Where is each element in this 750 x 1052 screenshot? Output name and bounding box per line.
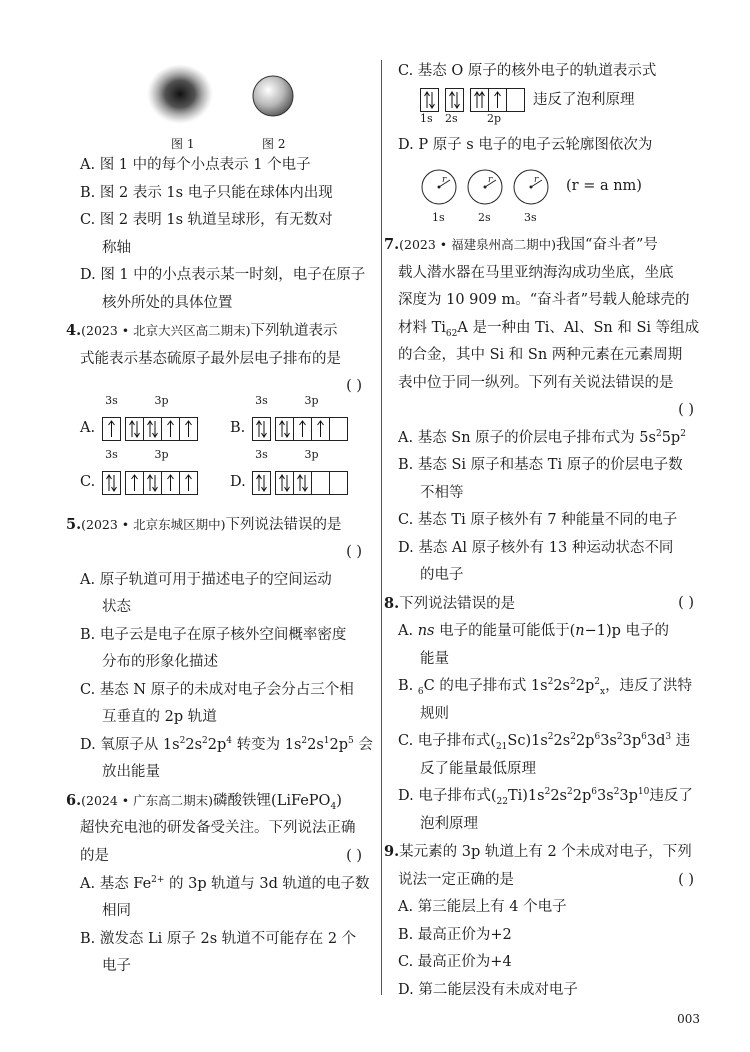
q4-answer-paren: ( ) [346,378,362,394]
q7-option-b: B. 基态 Si 原子和基态 Ti 原子的价层电子数 [398,457,683,473]
radius-condition: (r = a nm) [566,178,642,195]
q5-number: 5. [66,515,82,533]
column-divider [381,60,382,995]
q7-number: 7. [384,236,400,253]
q4-diagrams [80,393,368,511]
text: 会 [353,736,373,753]
q4-option-c[interactable] [80,447,230,507]
sup: 2 [566,787,573,798]
q4-stem-2: 式能表示基态硫原子最外层电子排布的是 [80,350,341,367]
label-3p: 3p [304,447,319,461]
q3-option-d-cont: 核外所处的具体位置 [102,294,233,311]
q8-option-a [398,618,700,646]
q6-option-a-cont: 相同 [102,903,131,919]
sup: 2 [547,732,554,743]
q7-option-c: C. 基态 Ti 原子核外有 7 种能量不同的电子 [398,512,678,528]
q6-option-b: B. 激发态 Li 原子 2s 轨道不可能存在 2 个 [80,930,357,947]
q9-stem-1: 某元素的 3p 轨道上有 2 个未成对电子，下列 [399,844,692,860]
q8-number: 8. [384,594,400,612]
q8-option-d [398,783,700,811]
orbital-box [253,418,270,440]
q6-option-c-diagram [398,88,700,126]
q9-option-c: C. 最高正价为+4 [398,954,512,970]
q8-option-b-cont: 规则 [420,705,449,722]
label-2p: 2p [487,111,502,125]
q5-option-d [80,732,373,760]
q9-option-a: A. 第三能层上有 4 个电子 [398,899,567,915]
orbital-box [162,418,180,440]
q6-stem-3: 的是 [80,847,109,864]
sup: 10 [637,787,650,798]
text: 3s [596,788,614,804]
text: 5p [661,429,681,446]
cloud-circle-2s [466,168,504,206]
sup: 2 [613,787,620,798]
q7-options [398,425,700,590]
text: C. 电子排布式( [398,733,496,749]
q7-stem-2: 载人潜水器在马里亚纳海沟成功坐底，坐底 [398,264,674,281]
q6-source: (2024 • 广东高二期末) [81,792,214,808]
orbital-box [162,472,180,494]
q6-option-a [80,871,368,899]
label-1s: 1s [432,211,445,224]
q8-answer-paren: ( ) [678,594,694,611]
label-3s: 3s [255,447,268,461]
text: 的 3p 轨道与 3d 轨道的电子数 [164,875,370,892]
q8-option-c-cont: 反了能量最低原理 [420,760,536,777]
sup: 6 [594,732,601,743]
sup: 2+ [151,874,165,885]
q3-option-b: B. 图 2 表示 1s 电子只能在球体内出现 [80,184,333,201]
figures-row [80,58,368,158]
q5-stem: 下列说法错误的是 [225,516,342,533]
q6-options-left [80,871,368,981]
q5-option-b-cont: 分布的形象化描述 [102,654,218,670]
q7-stem-1: 我国“奋斗者”号 [556,237,658,253]
text: n [575,623,585,639]
q8-option-d-cont: 泡利原理 [420,815,478,832]
sub: 6 [417,686,424,697]
q8-options [398,618,700,838]
text: B. [398,678,418,694]
orbital-box [144,472,162,494]
radius-label: r [534,175,539,185]
q5-option-a-cont: 状态 [102,599,131,615]
q4-source: (2023 • 北京大兴区高二期末) [81,323,251,338]
orbital-box [294,418,312,440]
q4-opt-a-label: A. [80,419,96,436]
orbital-box [126,472,144,494]
label-3p: 3p [154,393,169,407]
text: A 是一种由 Ti、Al、Sn 和 Si 等组成 [457,319,700,336]
text: Sc)1s [507,733,548,749]
sub: x [599,686,606,697]
sub: 22 [496,796,508,807]
orbital-box [312,472,330,494]
text: 材料 Ti [398,319,446,336]
q5-source: (2023 • 北京东城区期中) [81,516,226,532]
label-3s: 3s [255,393,268,407]
q9-stem-2: 说法一定正确的是 [398,871,514,888]
orbital-box [276,472,294,494]
q9-number: 9. [384,843,400,860]
q7-stem-4 [384,315,700,343]
q7-answer-paren: ( ) [678,402,694,418]
text: 2p [572,788,592,804]
q6-stem-2: 超快充电池的研发备受关注。下列说法正确 [80,820,356,836]
q5-option-b: B. 电子云是电子在原子核外空间概率密度 [80,626,347,643]
q6-answer-paren: ( ) [346,848,362,864]
page-number: 003 [677,1012,700,1026]
text: 2p [207,736,227,753]
text: 3s [600,733,617,749]
text: 违 [671,733,691,749]
text: A. 基态 Fe [80,875,152,892]
text: 电子的能量可能低于( [434,623,576,639]
question-9 [384,838,700,894]
text: Ti)1s [507,788,545,804]
question-8 [384,590,700,619]
q7-option-a [398,425,700,453]
q7-option-d-cont: 的电子 [420,567,464,583]
q7-stem-6: 表中位于同一纵列。下列有关说法错误的是 [398,374,674,391]
sup: 1 [323,735,330,746]
sup: 6 [641,732,647,743]
orbital-box [276,418,294,440]
orbital-box [330,472,347,494]
q4-number: 4. [66,322,82,339]
text: ，违反了洪特 [605,678,693,694]
q6-option-c-note: 违反了泡利原理 [533,91,635,108]
sup: 6 [591,787,597,798]
text: A. 基态 Sn 原子的价层电子排布式为 5s [398,429,656,446]
text: 2p [329,736,349,753]
q4-option-d[interactable] [230,447,352,507]
q3-options [80,152,368,317]
q3-option-c-cont: 称轴 [102,239,131,256]
orbital-box [103,472,120,494]
text: −1)p 电子的 [584,623,670,639]
text: D. 电子排布式( [398,788,497,804]
orbital-box [253,472,270,494]
question-5 [66,511,368,567]
q3-option-c: C. 图 2 表明 1s 轨道呈球形，有无数对 [80,212,333,228]
q4-option-b[interactable] [230,393,352,453]
text: C 的电子排布式 1s [423,678,548,694]
fig1-caption: 图 1 [171,137,195,151]
sup: 5 [348,735,354,746]
radius-label: r [488,175,493,185]
cloud-circle-3s [512,168,550,206]
sub: 21 [495,741,508,752]
text: 转变为 1s [232,736,302,753]
label-3s: 3s [105,447,118,461]
sup: 2 [544,787,551,798]
q9-options [398,894,700,1004]
sup: 2 [202,735,208,746]
electron-cloud-image [147,64,213,124]
orbital-box [421,89,438,111]
q6-option-b-cont: 电子 [102,958,131,974]
sup: 2 [594,677,600,688]
text: 2s [307,736,324,753]
orbital-box [507,89,524,111]
orbital-box [180,418,197,440]
q8-option-a-cont: 能量 [420,650,449,667]
left-column [66,58,373,981]
q7-option-b-cont: 不相等 [420,484,464,501]
q8-option-b [398,673,700,701]
q9-option-d: D. 第二能层没有未成对电子 [398,981,578,998]
sup: 2 [680,428,686,439]
orbital-box [180,472,197,494]
q5-option-c: C. 基态 N 原子的未成对电子会分占三个相 [80,681,354,698]
question-6 [66,787,368,871]
text: D. 氧原子从 1s [80,736,180,753]
q6-stem-1: 磷酸铁锂(LiFePO [213,792,331,809]
orbital-box [312,418,330,440]
sup: 3 [665,732,672,743]
label-2s: 2s [478,211,491,224]
orbital-box [144,418,162,440]
q5-options [80,567,373,787]
orbital-box [294,472,312,494]
sup: 2 [547,677,554,688]
label-3p: 3p [154,447,169,461]
q6-option-d: D. P 原子 s 电子的电子云轮廓图依次为 [398,136,653,153]
text: 违反了 [649,788,693,804]
text: A. [398,623,418,639]
label-2s: 2s [445,111,458,125]
q4-stem-1: 下列轨道表示 [250,323,338,339]
text: 2p [575,678,595,694]
text: ) [336,792,342,809]
q7-stem-3: 深度为 10 909 m。“奋斗者”号载人舱球壳的 [398,292,690,308]
label-3p: 3p [304,393,319,407]
text: 2p [575,733,595,749]
fig2-caption: 图 2 [262,137,286,151]
sub: 4 [330,801,337,812]
q5-option-c-cont: 互垂直的 2p 轨道 [102,709,217,725]
sup: 2 [570,732,576,743]
sup: 2 [570,677,576,688]
label-3s: 3s [524,211,537,224]
q8-stem: 下列说法错误的是 [399,595,516,612]
q9-answer-paren: ( ) [678,871,694,888]
sup: 2 [655,428,662,439]
orbital-box [489,89,507,111]
q3-option-d: D. 图 1 中的小点表示某一时刻，电子在原子 [80,267,366,283]
right-column [384,58,700,1004]
q7-source: (2023 • 福建泉州高二期中) [399,237,557,252]
sup: 4 [226,735,232,746]
label-3s: 3s [105,393,118,407]
figure-images [80,58,368,158]
q4-opt-b-label: B. [230,419,246,436]
question-4 [66,317,368,401]
q4-opt-c-label: C. [80,473,96,490]
radius-label: r [442,175,447,185]
cloud-circle-1s [420,168,458,206]
text: 3p [622,733,642,749]
q5-option-d-cont: 放出能量 [102,764,160,780]
orbital-box [126,418,144,440]
orbital-box [446,89,463,111]
q6-option-d-diagram [398,163,700,225]
text: 2s [553,733,571,749]
question-7 [384,231,700,425]
q5-answer-paren: ( ) [346,544,362,560]
q8-option-c [398,728,700,756]
q7-option-d: D. 基态 Al 原子核外有 13 种运动状态不同 [398,539,674,556]
q4-opt-d-label: D. [230,473,246,490]
text: ns [417,623,435,639]
orbital-box [103,418,120,440]
q6-option-c: C. 基态 O 原子的核外电子的轨道表示式 [398,63,657,79]
text: 2s [550,788,567,804]
sub: 62 [445,328,458,339]
q3-option-a: A. 图 1 中的每个小点表示 1 个电子 [80,157,311,173]
orbital-box [471,89,489,111]
orbital-box [330,418,347,440]
q5-option-a: A. 原子轨道可用于描述电子的空间运动 [80,571,332,588]
q4-option-a[interactable] [80,393,230,453]
text: 2s [185,736,203,753]
text: 2s [553,678,570,694]
text: 3p [619,788,638,804]
sup: 2 [301,735,308,746]
q7-stem-5: 的合金，其中 Si 和 Sn 两种元素在元素周期 [398,347,683,363]
text: 3d [646,733,666,749]
sphere-image [253,76,293,116]
sup: 2 [616,732,623,743]
q6-number: 6. [66,791,82,809]
q9-option-b: B. 最高正价为+2 [398,926,512,943]
sup: 2 [179,735,186,746]
label-1s: 1s [420,111,433,125]
